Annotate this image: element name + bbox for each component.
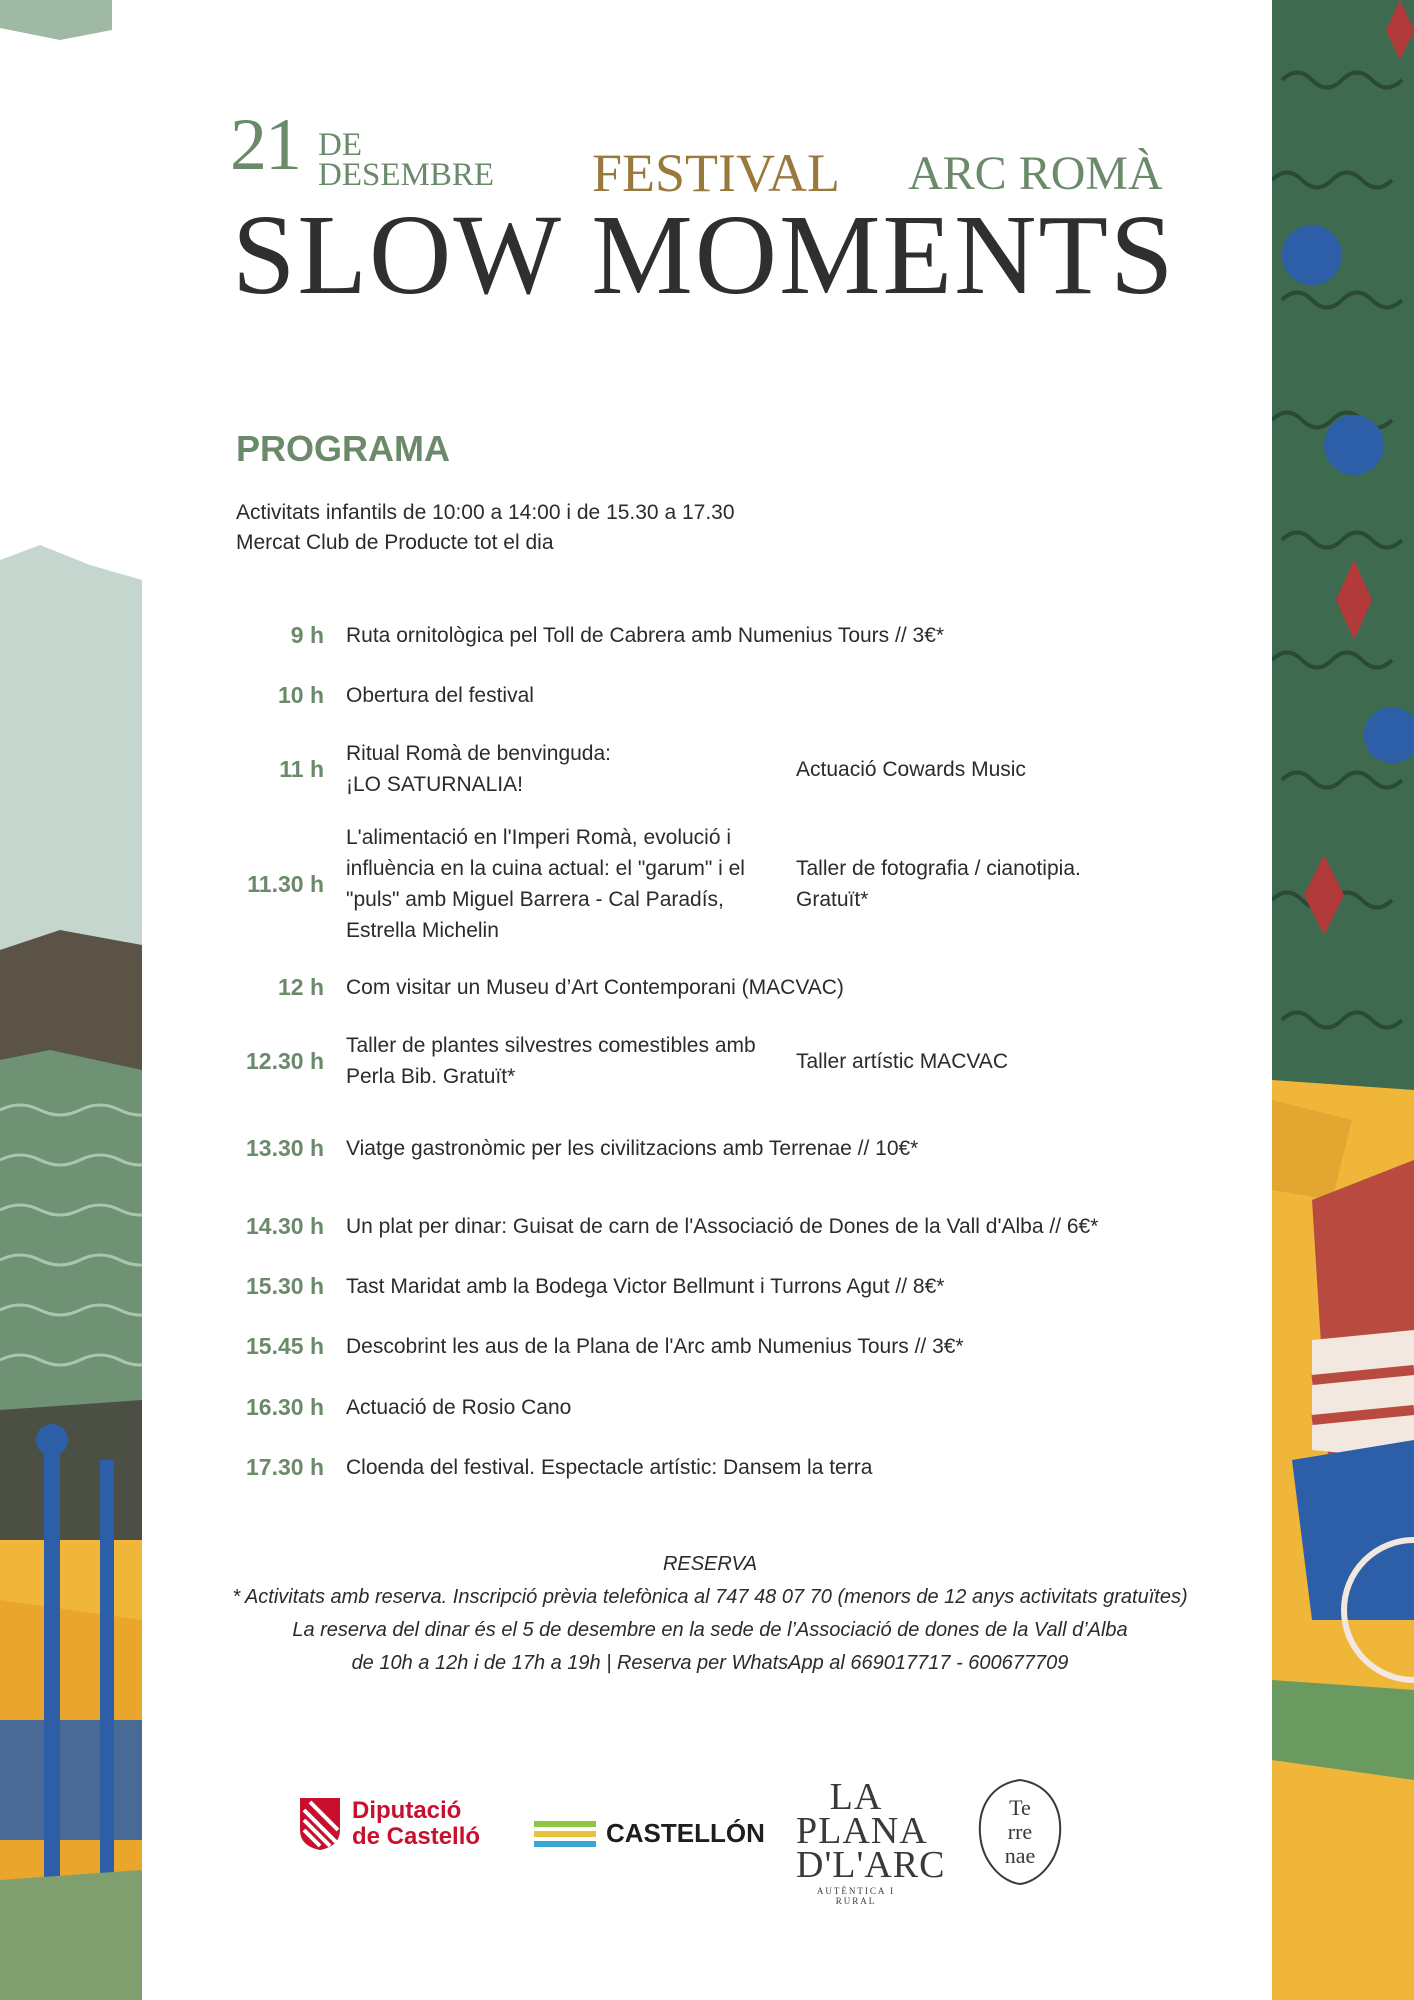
logo-diputacio xyxy=(298,1796,480,1852)
schedule-time: 13.30 h xyxy=(246,1134,324,1161)
left-illustration xyxy=(0,0,142,2000)
programa-intro xyxy=(236,498,735,558)
castellon-stripes-icon xyxy=(534,1821,596,1847)
schedule-time: 16.30 h xyxy=(246,1393,324,1420)
schedule-row xyxy=(236,970,1206,1004)
date-month-line1: DE xyxy=(318,127,362,163)
right-illustration xyxy=(1272,0,1414,2000)
schedule-time: 12 h xyxy=(277,973,324,1000)
schedule-time: 10 h xyxy=(277,681,324,708)
schedule-activity: Ritual Romà de benvinguda: ¡LO SATURNALIA! xyxy=(346,742,612,796)
schedule-parallel-activity: Actuació Cowards Music xyxy=(796,757,1026,781)
schedule-activity: Ruta ornitològica pel Toll de Cabrera amb Numenius Tours // 3€* xyxy=(346,623,945,647)
schedule-row xyxy=(236,1030,1206,1092)
terrenae-line3: nae xyxy=(1004,1843,1036,1868)
reserva-label: RESERVA xyxy=(662,1553,758,1575)
schedule-activity: L'alimentació en l'Imperi Romà, evolució i influència en la cuina actual: el "garum" i el "puls" amb Miguel Barrera - Cal Paradís, Estrella Michelin xyxy=(346,826,745,942)
diputacio-shield-icon xyxy=(298,1796,342,1852)
schedule-activity: Cloenda del festival. Espectacle artístic: Dansem la terra xyxy=(346,1455,873,1479)
date-month xyxy=(318,127,495,193)
schedule-time: 17.30 h xyxy=(246,1453,324,1480)
schedule-time: 9 h xyxy=(290,621,324,648)
reservation-notes xyxy=(160,1548,1260,1680)
date-day: 21 xyxy=(230,104,300,186)
plana-line1: LA xyxy=(829,1776,883,1818)
terrenae-text xyxy=(972,1796,1068,1868)
schedule-time: 12.30 h xyxy=(246,1047,324,1074)
logo-castellon xyxy=(534,1818,765,1849)
schedule-time: 11.30 h xyxy=(247,870,324,897)
schedule-row xyxy=(236,1131,1206,1165)
plana-line3: D'L'ARC xyxy=(796,1844,946,1886)
castellon-text: CASTELLÓN xyxy=(606,1818,765,1848)
schedule-time: 14.30 h xyxy=(246,1212,324,1239)
diputacio-text xyxy=(352,1798,480,1850)
schedule-activity: Taller de plantes silvestres comestibles amb Perla Bib. Gratuït* xyxy=(346,1034,756,1088)
diputacio-line2: de Castelló xyxy=(352,1823,481,1850)
terrenae-line2: rre xyxy=(1007,1819,1033,1844)
schedule-time: 11 h xyxy=(279,755,324,782)
schedule-row xyxy=(236,1390,1206,1424)
plana-line2: PLANA xyxy=(796,1810,928,1852)
schedule-row xyxy=(236,618,1206,652)
reserva-line-4: de 10h a 12h i de 17h a 19h | Reserva per WhatsApp al 669017717 - 600677709 xyxy=(351,1652,1069,1674)
diputacio-line1: Diputació xyxy=(352,1797,462,1824)
intro-line-1: Activitats infantils de 10:00 a 14:00 i de 15.30 a 17.30 xyxy=(236,501,735,524)
schedule-activity: Un plat per dinar: Guisat de carn de l'Associació de Dones de la Vall d'Alba // 6€* xyxy=(346,1214,1099,1238)
programa-heading: PROGRAMA xyxy=(236,428,450,469)
festival-label: FESTIVAL xyxy=(592,143,841,203)
schedule-time: 15.45 h xyxy=(246,1332,324,1359)
venue-label: ARC ROMÀ xyxy=(908,147,1163,200)
terrenae-line1: Te xyxy=(1009,1795,1031,1820)
date-month-line2: DESEMBRE xyxy=(318,157,495,193)
logo-terrenae xyxy=(972,1776,1068,1888)
schedule-row xyxy=(236,1209,1206,1243)
reserva-line-3: La reserva del dinar és el 5 de desembre en la sede de l’Associació de dones de la Vall d’Alba xyxy=(292,1619,1128,1641)
schedule-parallel-activity: Taller de fotografia / cianotipia. Gratuït* xyxy=(796,857,1081,911)
schedule-row xyxy=(236,822,1206,946)
schedule-activity: Descobrint les aus de la Plana de l'Arc amb Numenius Tours // 3€* xyxy=(346,1334,964,1358)
schedule-activity: Viatge gastronòmic per les civilitzacions amb Terrenae // 10€* xyxy=(346,1136,919,1160)
schedule-row xyxy=(236,678,1206,712)
schedule-activity: Obertura del festival xyxy=(346,683,534,707)
schedule-time: 15.30 h xyxy=(246,1272,324,1299)
reserva-line-2: * Activitats amb reserva. Inscripció prèvia telefònica al 747 48 07 70 (menors de 12 anys activitats gratuïtes) xyxy=(232,1586,1188,1608)
logo-plana-arc xyxy=(796,1776,946,1906)
schedule-row xyxy=(236,1269,1206,1303)
event-title: SLOW MOMENTS xyxy=(232,191,1176,318)
schedule-row xyxy=(236,1329,1206,1363)
plana-subtitle: AUTÈNTICA I RURAL xyxy=(816,1886,896,1906)
schedule-activity: Actuació de Rosio Cano xyxy=(346,1395,572,1419)
schedule-activity: Tast Maridat amb la Bodega Victor Bellmunt i Turrons Agut // 8€* xyxy=(346,1274,945,1298)
intro-line-2: Mercat Club de Producte tot el dia xyxy=(236,531,554,554)
schedule-parallel-activity: Taller artístic MACVAC xyxy=(796,1049,1008,1073)
schedule-row xyxy=(236,1450,1206,1484)
schedule-activity: Com visitar un Museu d’Art Contemporani (MACVAC) xyxy=(346,975,844,999)
schedule-row xyxy=(236,738,1206,800)
